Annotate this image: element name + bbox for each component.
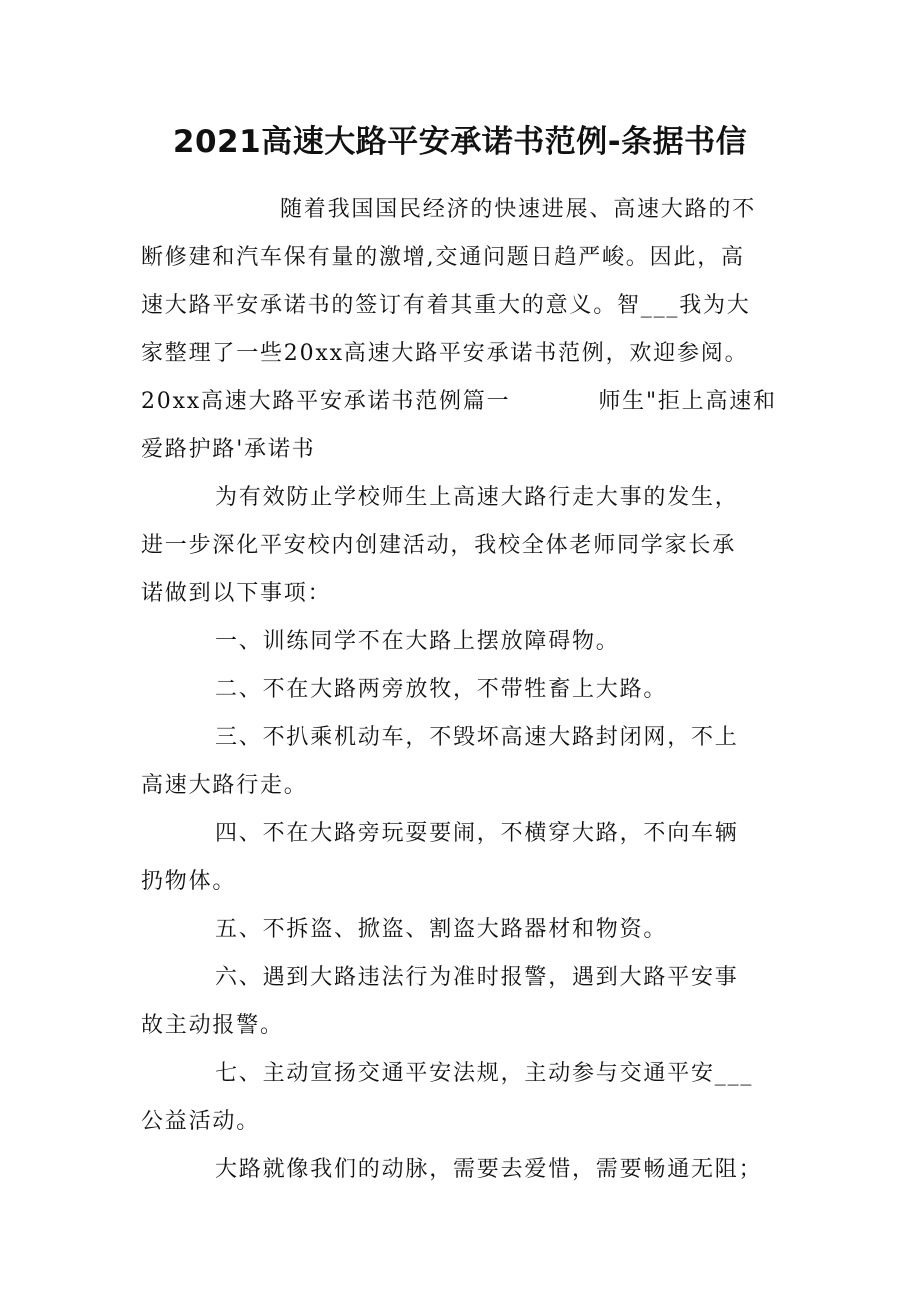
paragraph-line: 诺做到以下事项： (141, 581, 332, 606)
paragraph-line: 家整理了一些20xx高速大路平安承诺书范例，欢迎参阅。 (141, 341, 749, 366)
list-item-continuation: 公益活动。 (141, 1109, 261, 1134)
list-item: 五、不拆盗、掀盗、割盗大路器材和物资。 (215, 917, 668, 942)
paragraph-line: 随着我国国民经济的快速进展、高速大路的不 (280, 197, 757, 222)
paragraph-line: 断修建和汽车保有量的激增,交通问题日趋严峻。因此，高 (141, 245, 745, 270)
list-item-continuation: 扔物体。 (141, 869, 237, 894)
paragraph-line: 大路就像我们的动脉，需要去爱惜，需要畅通无阻； (215, 1157, 763, 1182)
list-item: 六、遇到大路违法行为准时报警，遇到大路平安事 (215, 965, 739, 990)
paragraph-line: 爱路护路'承诺书 (141, 437, 316, 462)
list-item: 一、训练同学不在大路上摆放障碍物。 (215, 629, 620, 654)
list-item-continuation: 高速大路行走。 (141, 773, 308, 798)
list-item: 三、不扒乘机动车，不毁坏高速大路封闭网，不上 (215, 725, 739, 750)
list-item: 二、不在大路两旁放牧，不带牲畜上大路。 (215, 677, 668, 702)
paragraph-line: 速大路平安承诺书的签订有着其重大的意义。智___我为大 (141, 293, 751, 318)
paragraph-line: 20xx高速大路平安承诺书范例篇一 师生"拒上高速和 (141, 389, 777, 414)
list-item-continuation: 故主动报警。 (141, 1013, 284, 1038)
paragraph-line: 为有效防止学校师生上高速大路行走大事的发生， (215, 485, 739, 510)
list-item: 四、不在大路旁玩耍要闹，不横穿大路，不向车辆 (215, 821, 739, 846)
document-title: 2021高速大路平安承诺书范例-条据书信 (172, 124, 748, 160)
paragraph-line: 进一步深化平安校内创建活动，我校全体老师同学家长承 (141, 533, 737, 558)
list-item: 七、主动宣扬交通平安法规，主动参与交通平安___ (215, 1061, 754, 1086)
